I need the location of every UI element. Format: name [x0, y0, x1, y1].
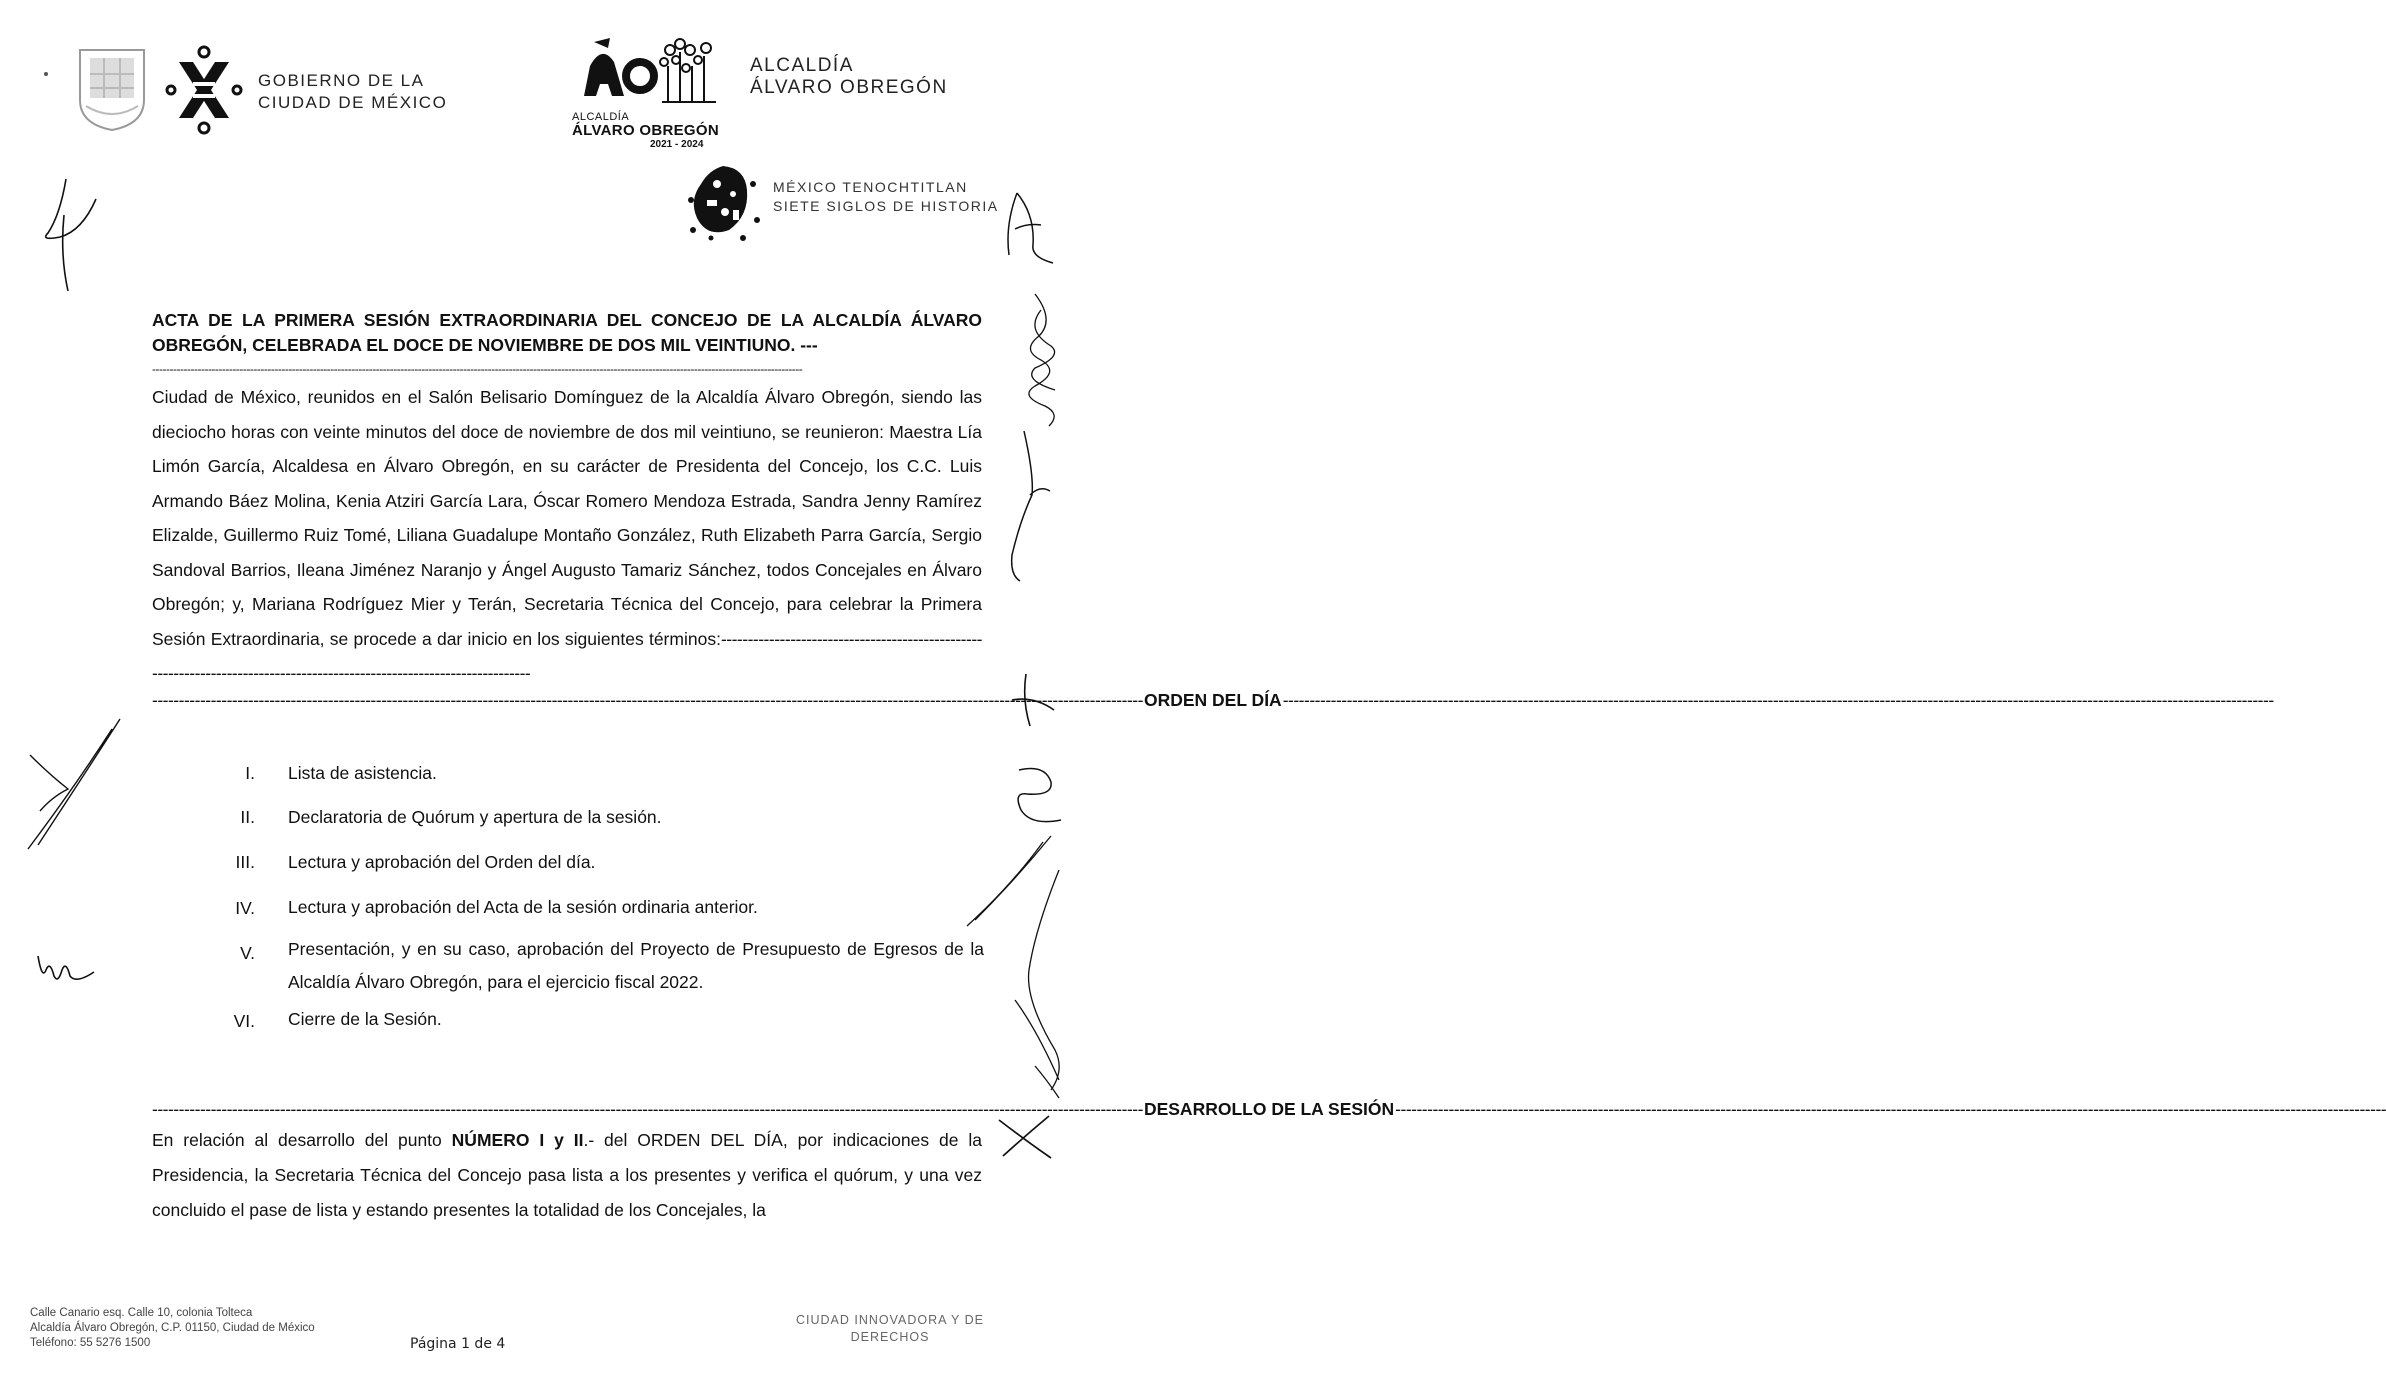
tenochtitlan-text: [773, 178, 999, 216]
alcaldia-name-line2: ÁLVARO OBREGÓN: [750, 77, 948, 98]
agenda-text: Cierre de la Sesión.: [288, 1009, 442, 1029]
gobierno-line2: CIUDAD DE MÉXICO: [258, 93, 448, 112]
alcaldia-logo-caption: [572, 110, 732, 152]
agenda-num: VI.: [233, 1011, 255, 1031]
agenda-num: II.: [240, 807, 255, 827]
signature-left-middle: [20, 715, 130, 850]
gobierno-cdmx-text: [258, 70, 447, 114]
desarrollo-paragraph: [152, 1123, 982, 1228]
orden-del-dia-heading: [152, 688, 2274, 712]
signature-right-top: [995, 185, 1055, 265]
tenochtitlan-line1: MÉXICO TENOCHTITLAN: [773, 179, 968, 195]
title-dash-line: ------------------------------------------------------------------------------------------------------------------------------------------------------------------------------------------: [152, 362, 803, 376]
agenda-num: I.: [245, 763, 255, 783]
page-number: Página 1 de 4: [410, 1336, 506, 1352]
orden-del-dia-label: ORDEN DEL DÍA: [1143, 690, 1282, 710]
alcaldia-logo-line1: ALCALDÍA: [572, 111, 630, 123]
signature-right-scribble-2: [955, 830, 1067, 1110]
desarrollo-heading: [152, 1097, 2386, 1121]
signature-right-scribble-1: [1015, 290, 1067, 430]
orden-dash-right: ------------------------------------------------------------------------------------------------------------------------------------------------------------------------------------------: [1282, 690, 2274, 710]
desarrollo-label: DESARROLLO DE LA SESIÓN: [1143, 1099, 1395, 1119]
agenda-text: Lectura y aprobación del Orden del día.: [288, 852, 596, 872]
footer-slogan: [780, 1312, 1000, 1346]
signature-left-top: [30, 175, 100, 295]
desarrollo-bold: NÚMERO I y II: [451, 1130, 584, 1150]
agenda-text: Lectura y aprobación del Acta de la sesión ordinaria anterior.: [288, 897, 758, 917]
alcaldia-logo-line2: ÁLVARO OBREGÓN: [572, 122, 719, 139]
footer-address-line: Alcaldía Álvaro Obregón, C.P. 01150, Ciudad de México: [30, 1322, 315, 1334]
alcaldia-ao-logo-icon: [580, 36, 720, 108]
gobierno-line1: GOBIERNO DE LA: [258, 71, 425, 90]
tenochtitlan-line2: SIETE SIGLOS DE HISTORIA: [773, 198, 999, 214]
signature-right-curve: [1000, 425, 1060, 585]
alcaldia-name-line1: ALCALDÍA: [750, 55, 854, 76]
agenda-text: Presentación, y en su caso, aprobación del Proyecto de Presupuesto de Egresos de la Alcaldía Álvaro Obregón, para el ejercicio fiscal 2022.: [288, 939, 984, 992]
footer-address: [30, 1306, 315, 1351]
signature-right-mark-2: [1005, 760, 1067, 840]
footer-slogan-line: DERECHOS: [850, 1330, 930, 1344]
agenda-text: Declaratoria de Quórum y apertura de la sesión.: [288, 807, 662, 827]
desarrollo-pre: En relación al desarrollo del punto: [152, 1130, 452, 1150]
intro-text: Ciudad de México, reunidos en el Salón Belisario Domínguez de la Alcaldía Álvaro Obregón, siendo las dieciocho horas con veinte minutos del doce de noviembre de dos mil veintiuno, se reunieron: Maestra Lía Limón García, Alcaldesa en Álvaro Obregón, en su carácter de Presidenta del Concejo, los C.C. Luis Armando Báez Molina, Kenia Atziri García Lara, Óscar Romero Mendoza Estrada, Sandra Jenny Ramírez Elizalde, Guillermo Ruiz Tomé, Liliana Guadalupe Montaño González, Ruth Elizabeth Parra García, Sergio Sandoval Barrios, Ileana Jiménez Naranjo y Ángel Augusto Tamariz Sánchez, todos Concejales en Álvaro Obregón; y, Mariana Rodríguez Mier y Terán, Secretaria Técnica del Concejo, para celebrar la Primera Sesión Extraordinaria, se procede a dar inicio en los siguientes términos:: [152, 387, 982, 649]
signature-left-bottom: [36, 950, 96, 990]
intro-paragraph: [152, 380, 982, 691]
alcaldia-logo-years: 2021 - 2024: [650, 139, 704, 150]
footer-address-line: Teléfono: 55 5276 1500: [30, 1337, 151, 1349]
document-title: ACTA DE LA PRIMERA SESIÓN EXTRAORDINARIA DEL CONCEJO DE LA ALCALDÍA ÁLVARO OBREGÓN, CELEBRADA EL DOCE DE NOVIEMBRE DE DOS MIL VEINTIUNO. ---: [152, 310, 982, 355]
intro-dash-fill: ------------------------------------------------------------------------------------------------------------------------: [152, 628, 982, 683]
cdmx-logo-icon: [163, 44, 245, 136]
orden-dash-left: ------------------------------------------------------------------------------------------------------------------------------------------------------------------------------------------: [152, 690, 1143, 710]
footer-address-line: Calle Canario esq. Calle 10, colonia Tolteca: [30, 1307, 253, 1319]
footer-slogan-line: CIUDAD INNOVADORA Y DE: [795, 1313, 984, 1327]
agenda-num: V.: [240, 943, 255, 963]
signature-right-mark-1: [1008, 670, 1058, 730]
alcaldia-name-text: [750, 55, 948, 99]
signature-right-x: [995, 1112, 1055, 1162]
agenda-num: III.: [235, 852, 255, 872]
agenda-num: IV.: [235, 898, 255, 918]
tenochtitlan-glyph-icon: [683, 160, 763, 242]
desarrollo-dash-left: ------------------------------------------------------------------------------------------------------------------------------------------------------------------------------------------: [152, 1099, 1143, 1119]
desarrollo-dash-right: ------------------------------------------------------------------------------------------------------------------------------------------------------------------------------------------: [1395, 1099, 2386, 1119]
coat-of-arms-icon: [74, 44, 150, 132]
desarrollo-post: .- del ORDEN DEL DÍA, por indicaciones de la Presidencia, la Secretaria Técnica del Concejo pasa lista a los presentes y verifica el quórum, y una vez concluido el pase de lista y estando presentes la totalidad de los Concejales, la: [152, 1130, 982, 1220]
agenda-text: Lista de asistencia.: [288, 763, 437, 783]
